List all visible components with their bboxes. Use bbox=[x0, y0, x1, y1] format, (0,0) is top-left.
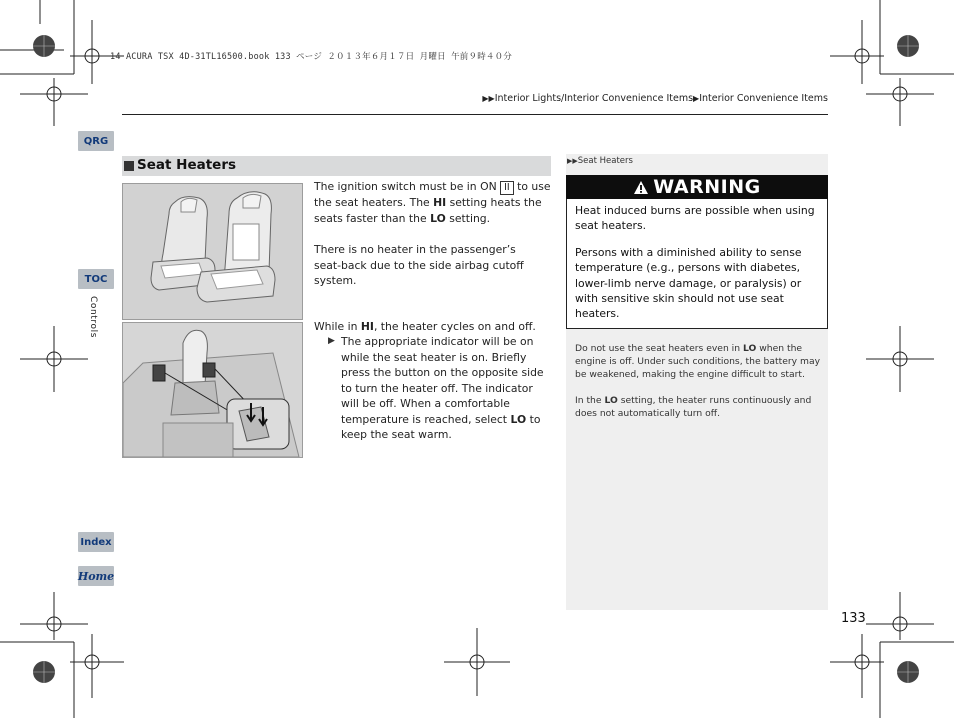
intro-paragraph bbox=[314, 179, 552, 226]
note1-text-b: when the engine is off. Under such conditions, the battery may be weakened, making the engine difficult to start. bbox=[575, 343, 821, 381]
breadcrumb-arrow-icon: ▶ bbox=[693, 94, 700, 103]
lo-label: LO bbox=[604, 395, 618, 406]
breadcrumb bbox=[482, 93, 828, 104]
sidebar-note-1 bbox=[575, 342, 821, 382]
note1-text-a: Do not use the seat heaters even in bbox=[575, 343, 743, 354]
warning-title: WARNING bbox=[653, 176, 761, 198]
note2-text-a: In the bbox=[575, 395, 605, 406]
bullet-arrow-icon: ▶ bbox=[328, 336, 335, 346]
lo-label: LO bbox=[742, 343, 757, 354]
warning-header bbox=[566, 175, 828, 199]
toc-button[interactable]: TOC bbox=[78, 269, 114, 289]
p1-text-d: setting. bbox=[445, 211, 491, 225]
hi-label: HI bbox=[433, 196, 447, 209]
header-rule bbox=[122, 114, 828, 115]
p3-text-b: , the heater cycles on and off. bbox=[373, 320, 536, 333]
ignition-key-label: II bbox=[500, 181, 514, 195]
warning-paragraph-1: Heat induced burns are possible when using seat heaters. bbox=[575, 204, 815, 233]
p1-text-c: setting heats the seats faster than the bbox=[314, 196, 542, 225]
sidebar-note-2 bbox=[575, 394, 821, 420]
page-number: 133 bbox=[841, 611, 866, 626]
passenger-note-paragraph: There is no heater in the passenger’s seat-back due to the side airbag cutoff system. bbox=[314, 243, 524, 287]
breadcrumb-link-interior[interactable]: Interior Lights/Interior Convenience Items bbox=[494, 93, 694, 104]
section-tab-label: Controls bbox=[88, 296, 98, 339]
qrg-button[interactable]: QRG bbox=[78, 131, 114, 151]
breadcrumb-arrow-icon: ▶▶ bbox=[482, 94, 495, 103]
warning-paragraph-2: Persons with a diminished ability to sense temperature (e.g., persons with diabetes, lower-limb nerve damage, or paralysis) or with sensitive skin should not use seat heaters. bbox=[575, 246, 802, 321]
p4-text-b: to keep the seat warm. bbox=[341, 412, 541, 441]
hi-cycle-paragraph bbox=[314, 319, 550, 335]
heading-square-icon bbox=[124, 161, 134, 171]
console-illustration bbox=[122, 322, 303, 458]
note2-text-b: setting, the heater runs continuously and does not automatically turn off. bbox=[575, 395, 812, 420]
home-button[interactable]: Home bbox=[78, 566, 114, 586]
warning-triangle-icon bbox=[633, 180, 649, 195]
p4-text-a: The appropriate indicator will be on while the seat heater is on. Briefly press the button on the opposite side to turn the heater off. The indicator will be off. When a comfortable temperature is reached, select bbox=[341, 335, 544, 426]
breadcrumb-current: Interior Convenience Items bbox=[699, 93, 828, 104]
p3-text-a: While in bbox=[314, 320, 361, 333]
warning-box bbox=[566, 175, 828, 329]
lo-label: LO bbox=[430, 211, 446, 225]
section-title: Seat Heaters bbox=[137, 157, 237, 173]
sidebar-arrow-icon: ▶▶ bbox=[567, 157, 578, 165]
p1-text-b: to use the seat heaters. The bbox=[314, 180, 551, 209]
lo-label: LO bbox=[510, 412, 527, 426]
indicator-paragraph bbox=[341, 334, 551, 443]
hi-label: HI bbox=[360, 320, 374, 333]
sidebar-crumb-label: Seat Heaters bbox=[577, 156, 633, 166]
section-heading bbox=[122, 156, 551, 176]
p1-text-a: The ignition switch must be in ON bbox=[314, 180, 501, 193]
index-button[interactable]: Index bbox=[78, 532, 114, 552]
seats-illustration bbox=[122, 183, 303, 320]
print-header: 14 ACURA TSX 4D-31TL16500.book 133 ページ ２０１３年６月１７日 月曜日 午前９時４０分 bbox=[110, 52, 512, 62]
console-image-icon bbox=[123, 323, 302, 457]
seat-image-icon bbox=[123, 184, 302, 319]
sidebar-breadcrumb bbox=[567, 156, 633, 166]
